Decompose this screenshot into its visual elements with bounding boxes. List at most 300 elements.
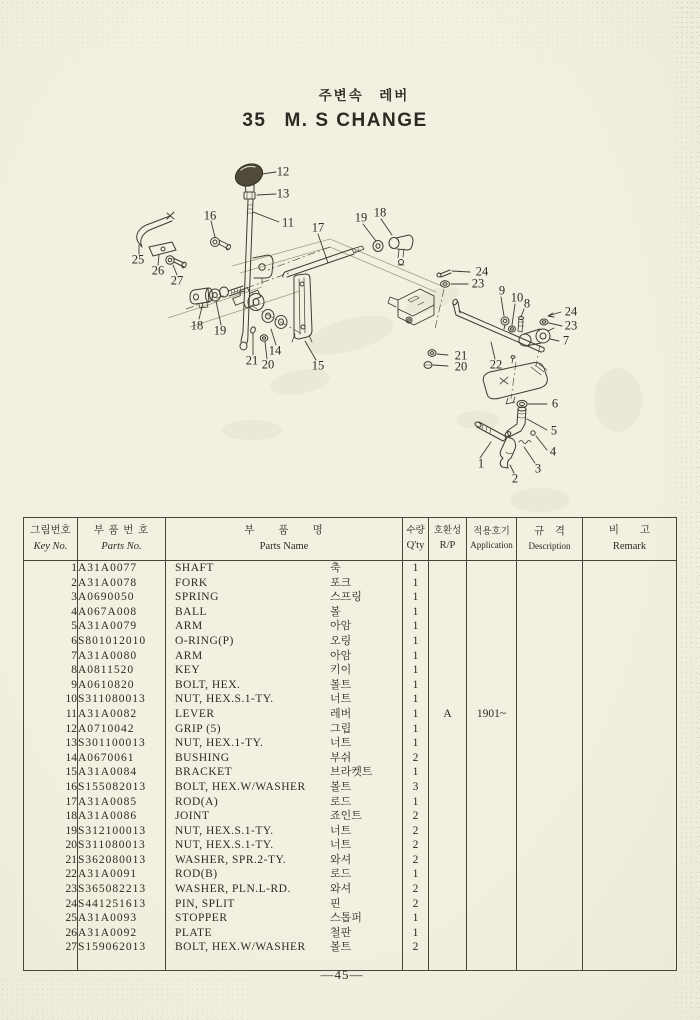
table-row [24,751,677,766]
cell-part-no: A31A0085 [78,795,166,810]
cell-rp [429,940,467,955]
cell-remark [583,649,677,664]
cell-remark [583,692,677,707]
cell-part-name [166,882,403,897]
cell-application [467,838,517,853]
cell-remark [583,605,677,620]
part-name-ko: 스톱퍼 [330,912,362,925]
cell-key-no: 25 [24,911,78,926]
cell-qty: 1 [403,722,429,737]
table-row [24,926,677,941]
cell-description [517,649,583,664]
cell-rp [429,926,467,941]
col-header-remark: 비 고 Remark [583,518,677,561]
cell-part-name [166,605,403,620]
cell-key-no: 4 [24,605,78,620]
cell-key-no: 24 [24,897,78,912]
table-row [24,678,677,693]
cell-part-name [166,619,403,634]
cell-remark [583,867,677,882]
table-row [24,619,677,634]
cell-qty: 1 [403,867,429,882]
cell-key-no: 9 [24,678,78,693]
part-name-en: BOLT, HEX.W/WASHER [175,941,306,954]
cell-qty: 1 [403,590,429,605]
table-row [24,897,677,912]
cell-rp [429,765,467,780]
cell-part-no: S311080013 [78,692,166,707]
part-name-en: WASHER, PLN.L-RD. [175,883,291,896]
cell-qty: 2 [403,940,429,955]
cell-description [517,940,583,955]
cell-remark [583,824,677,839]
cell-key-no: 7 [24,649,78,664]
cell-description [517,707,583,722]
cell-application [467,867,517,882]
cell-part-no: A067A008 [78,605,166,620]
cell-remark [583,809,677,824]
part-name-en: FORK [175,576,208,589]
cell-key-no: 5 [24,619,78,634]
cell-description [517,561,583,576]
part-name-ko: 그립 [330,722,352,735]
cell-part-name [166,736,403,751]
cell-application [467,663,517,678]
part-name-ko: 죠인트 [330,810,362,823]
part-name-en: O-RING(P) [175,634,234,647]
part-name-ko: 아암 [330,649,352,662]
cell-key-no: 1 [24,561,78,576]
cell-qty: 1 [403,692,429,707]
cell-part-name [166,795,403,810]
cell-qty: 1 [403,619,429,634]
cell-part-no: S365082213 [78,882,166,897]
cell-part-no: A0610820 [78,678,166,693]
part-callout-24: 24 [475,264,489,279]
table-row [24,692,677,707]
cell-description [517,605,583,620]
part-callout-20: 20 [261,357,275,372]
col-header-description: 규 격 Description [517,518,583,561]
part-name-ko: 볼트 [330,678,352,691]
cell-part-name [166,897,403,912]
cell-part-no: A31A0091 [78,867,166,882]
cell-remark [583,897,677,912]
cell-remark [583,795,677,810]
cell-part-no: S362080013 [78,853,166,868]
table-row [24,867,677,882]
cell-description [517,795,583,810]
cell-key-no: 3 [24,590,78,605]
part-callout-16: 16 [203,208,217,223]
cell-remark [583,940,677,955]
part-name-en: NUT, HEX.1-TY. [175,737,264,750]
col-header-qty: 수량 Q'ty [403,518,429,561]
cell-application [467,809,517,824]
part-callout-23: 23 [564,318,578,333]
table-row [24,824,677,839]
cell-remark [583,707,677,722]
cell-qty: 2 [403,897,429,912]
part-name-en: GRIP (5) [175,722,222,735]
table-row [24,590,677,605]
part-callout-18: 18 [190,318,204,333]
table-row [24,722,677,737]
cell-remark [583,678,677,693]
cell-part-no: A31A0086 [78,809,166,824]
cell-key-no: 21 [24,853,78,868]
cell-rp [429,576,467,591]
part-name-ko: 레버 [330,707,352,720]
cell-key-no: 11 [24,707,78,722]
cell-rp [429,882,467,897]
section-number: 35 [242,110,267,131]
cell-description [517,634,583,649]
col-header-part-name: 부 품 명 Parts Name [166,518,403,561]
part-name-ko: 오링 [330,634,352,647]
cell-part-no: S155082013 [78,780,166,795]
cell-description [517,824,583,839]
cell-application [467,605,517,620]
cell-remark [583,634,677,649]
cell-key-no: 8 [24,663,78,678]
col-header-part-no: 부 품 번 호 Parts No. [78,518,166,561]
cell-description [517,765,583,780]
table-row [24,707,677,722]
cell-key-no: 22 [24,867,78,882]
cell-qty: 1 [403,678,429,693]
cell-key-no: 6 [24,634,78,649]
part-callout-21: 21 [454,348,468,363]
cell-key-no: 15 [24,765,78,780]
cell-description [517,590,583,605]
cell-part-name [166,911,403,926]
cell-key-no: 12 [24,722,78,737]
parts-table [23,517,677,971]
table-row [24,780,677,795]
cell-part-name [166,780,403,795]
cell-application [467,736,517,751]
cell-qty: 1 [403,911,429,926]
part-name-ko: 포크 [330,576,352,589]
cell-rp [429,780,467,795]
cell-qty: 1 [403,795,429,810]
cell-application [467,765,517,780]
cell-qty: 3 [403,780,429,795]
cell-part-no: A31A0093 [78,911,166,926]
cell-remark [583,853,677,868]
cell-application [467,780,517,795]
cell-part-name [166,722,403,737]
table-row [24,576,677,591]
cell-part-no: A31A0092 [78,926,166,941]
cell-application [467,619,517,634]
cell-part-no: A31A0080 [78,649,166,664]
cell-key-no: 23 [24,882,78,897]
cell-part-name [166,838,403,853]
cell-part-name [166,561,403,576]
table-row [24,911,677,926]
part-name-en: ARM [175,620,203,633]
cell-description [517,736,583,751]
cell-part-name [166,853,403,868]
part-name-en: SPRING [175,591,219,604]
page-number: —45— [320,967,364,982]
cell-part-no: S159062013 [78,940,166,955]
cell-application [467,576,517,591]
cell-qty: 2 [403,853,429,868]
part-callout-19: 19 [213,323,227,338]
cell-application [467,678,517,693]
cell-key-no: 17 [24,795,78,810]
cell-rp [429,605,467,620]
cell-part-name [166,926,403,941]
parts-table-body [24,561,677,971]
table-row [24,940,677,955]
cell-qty: 1 [403,926,429,941]
cell-application [467,795,517,810]
cell-part-name [166,576,403,591]
cell-rp [429,590,467,605]
cell-application [467,692,517,707]
cell-rp [429,751,467,766]
part-name-ko: 너트 [330,824,352,837]
cell-remark [583,882,677,897]
part-name-ko: 부쉬 [330,751,352,764]
table-row [24,853,677,868]
cell-description [517,853,583,868]
part-callout-13: 13 [276,186,290,201]
cell-description [517,780,583,795]
part-name-ko: 와셔 [330,853,352,866]
part-callout-15: 15 [311,358,325,373]
cell-rp [429,853,467,868]
part-name-ko: 볼트 [330,941,352,954]
cell-application [467,926,517,941]
cell-remark [583,838,677,853]
cell-part-no: S441251613 [78,897,166,912]
cell-application [467,649,517,664]
part-name-ko: 아암 [330,620,352,633]
cell-application [467,751,517,766]
table-header-row [24,518,677,561]
part-name-en: BOLT, HEX.W/WASHER [175,780,306,793]
part-name-en: STOPPER [175,912,228,925]
cell-description [517,809,583,824]
cell-rp [429,634,467,649]
cell-application [467,634,517,649]
cell-qty: 1 [403,765,429,780]
cell-key-no: 20 [24,838,78,853]
cell-application: 1901~ [467,707,517,722]
part-name-en: WASHER, SPR.2-TY. [175,853,287,866]
cell-remark [583,619,677,634]
cell-description [517,619,583,634]
cell-part-no: S301100013 [78,736,166,751]
part-callout-11: 11 [281,215,295,230]
cell-part-name [166,751,403,766]
cell-description [517,692,583,707]
cell-rp [429,911,467,926]
cell-qty: 2 [403,882,429,897]
part-name-en: LEVER [175,707,215,720]
part-name-en: NUT, HEX.S.1-TY. [175,824,274,837]
cell-description [517,576,583,591]
cell-part-no: A31A0077 [78,561,166,576]
table-row [24,882,677,897]
cell-description [517,926,583,941]
cell-part-name [166,867,403,882]
cell-remark [583,765,677,780]
part-name-en: KEY [175,664,201,677]
cell-part-no: A31A0078 [78,576,166,591]
cell-part-name [166,707,403,722]
part-callout-3: 3 [534,461,542,476]
table-row [24,605,677,620]
part-name-ko: 와셔 [330,883,352,896]
cell-rp [429,663,467,678]
cell-part-name [166,634,403,649]
part-name-ko: 스프링 [330,591,362,604]
part-name-ko: 너트 [330,839,352,852]
cell-qty: 1 [403,707,429,722]
cell-qty: 1 [403,561,429,576]
cell-description [517,663,583,678]
cell-rp [429,722,467,737]
cell-remark [583,722,677,737]
cell-part-name [166,692,403,707]
cell-description [517,838,583,853]
part-name-en: ROD(A) [175,795,219,808]
cell-qty: 2 [403,809,429,824]
cell-rp [429,692,467,707]
part-callout-5: 5 [550,423,558,438]
part-callout-20: 20 [454,359,468,374]
cell-remark [583,926,677,941]
cell-part-name [166,809,403,824]
cell-rp [429,897,467,912]
part-callout-7: 7 [562,333,570,348]
cell-description [517,911,583,926]
part-callout-25: 25 [131,252,145,267]
cell-remark [583,911,677,926]
part-name-ko: 너트 [330,693,352,706]
cell-remark [583,780,677,795]
part-callout-12: 12 [276,164,290,179]
part-callout-9: 9 [498,283,506,298]
col-header-application: 적용호기 Application [467,518,517,561]
cell-description [517,722,583,737]
cell-key-no: 19 [24,824,78,839]
cell-application [467,911,517,926]
cell-key-no: 14 [24,751,78,766]
cell-description [517,897,583,912]
cell-qty: 2 [403,824,429,839]
cell-key-no: 2 [24,576,78,591]
cell-rp [429,824,467,839]
cell-rp [429,736,467,751]
part-name-ko: 볼 [330,605,341,618]
table-row [24,736,677,751]
cell-part-no: A31A0084 [78,765,166,780]
part-name-en: ARM [175,649,203,662]
part-callout-19: 19 [354,210,368,225]
cell-part-no: A31A0079 [78,619,166,634]
part-name-ko: 로드 [330,868,352,881]
cell-application [467,824,517,839]
cell-part-name [166,678,403,693]
cell-remark [583,751,677,766]
cell-key-no: 16 [24,780,78,795]
cell-key-no: 13 [24,736,78,751]
part-callout-17: 17 [311,220,325,235]
cell-rp [429,678,467,693]
part-callout-22: 22 [489,357,503,372]
part-name-en: ROD(B) [175,868,218,881]
cell-part-no: A0690050 [78,590,166,605]
part-callout-10: 10 [510,290,524,305]
cell-qty: 1 [403,663,429,678]
cell-description [517,882,583,897]
cell-rp [429,561,467,576]
table-row [24,634,677,649]
cell-application [467,882,517,897]
part-callout-4: 4 [549,444,557,459]
part-name-en: BALL [175,605,208,618]
col-header-rp: 호환성 R/P [429,518,467,561]
part-name-ko: 볼트 [330,780,352,793]
table-row [24,765,677,780]
part-callout-2: 2 [511,471,519,486]
cell-application [467,590,517,605]
part-callout-14: 14 [268,343,282,358]
cell-rp [429,649,467,664]
cell-key-no: 26 [24,926,78,941]
subtitle-korean: 주변속 레버 [318,88,410,103]
part-callout-21: 21 [245,353,259,368]
cell-rp: A [429,707,467,722]
cell-qty: 1 [403,576,429,591]
cell-rp [429,838,467,853]
table-row [24,809,677,824]
table-row [24,838,677,853]
cell-rp [429,619,467,634]
title-text: M. S CHANGE [284,110,428,131]
part-name-en: NUT, HEX.S.1-TY. [175,839,274,852]
cell-key-no: 27 [24,940,78,955]
cell-key-no: 18 [24,809,78,824]
cell-qty: 1 [403,649,429,664]
cell-part-name [166,649,403,664]
cell-qty: 1 [403,605,429,620]
cell-application [467,561,517,576]
part-name-ko: 핀 [330,897,341,910]
table-row [24,795,677,810]
part-callout-23: 23 [471,276,485,291]
cell-qty: 2 [403,838,429,853]
cell-remark [583,576,677,591]
table-row [24,561,677,576]
part-callout-1: 1 [477,456,485,471]
cell-part-name [166,940,403,955]
cell-part-name [166,824,403,839]
cell-remark [583,590,677,605]
part-name-ko: 철판 [330,926,352,939]
part-callout-18: 18 [373,205,387,220]
part-name-en: SHAFT [175,562,214,574]
part-callout-6: 6 [551,396,559,411]
part-name-en: JOINT [175,810,210,823]
